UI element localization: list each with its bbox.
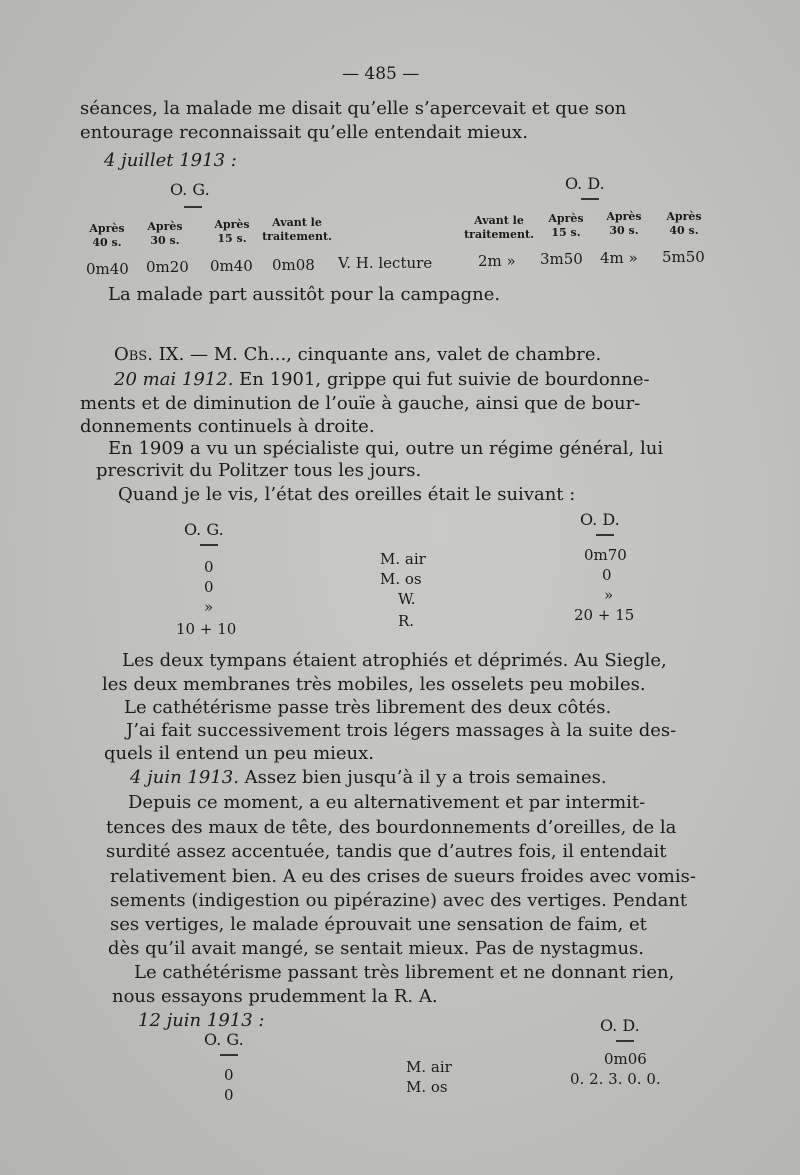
column-header: Après 40 s. <box>666 210 702 237</box>
header-dash <box>616 1040 634 1042</box>
value-cell: 0 <box>204 578 214 596</box>
row-label: M. os <box>380 570 422 588</box>
value-cell: 0 <box>224 1066 234 1084</box>
od-header: O. D. <box>600 1016 640 1035</box>
value-cell: 0m06 <box>604 1050 647 1068</box>
value-cell: 3m50 <box>540 250 583 268</box>
column-header: Après 15 s. <box>214 218 250 245</box>
value-cell: 5m50 <box>662 248 705 266</box>
od-header: O. D. <box>565 174 605 193</box>
row-label: M. air <box>406 1058 452 1076</box>
value-cell: 2m » <box>478 252 516 270</box>
og-header: O. G. <box>170 180 210 199</box>
value-cell: 20 + 15 <box>574 606 635 624</box>
observation-heading: Obs. IX. — M. Ch..., cinquante ans, valet de chambre. <box>114 344 602 365</box>
text-line: donnements continuels à droite. <box>80 416 375 437</box>
date-heading: 4 juillet 1913 : <box>104 150 237 171</box>
row-label: M. os <box>406 1078 448 1096</box>
column-header: Avant le traitement. <box>464 214 534 241</box>
value-cell: 0. 2. 3. 0. 0. <box>570 1070 661 1088</box>
od-header: O. D. <box>580 510 620 529</box>
value-cell: 0m40 <box>210 257 253 275</box>
row-label: M. air <box>380 550 426 568</box>
page-number: — 485 — <box>342 64 420 84</box>
text-line: Le cathétérisme passe très librement des deux côtés. <box>124 697 612 718</box>
value-cell: 10 + 10 <box>176 620 237 638</box>
text-line: sements (indigestion ou pipérazine) avec des vertiges. Pendant <box>110 890 688 911</box>
column-header: Après 30 s. <box>606 210 642 237</box>
text-line: les deux membranes très mobiles, les osselets peu mobiles. <box>102 674 646 695</box>
og-header: O. G. <box>184 520 224 539</box>
header-dash <box>220 1054 238 1056</box>
value-cell: 4m » <box>600 249 638 267</box>
value-cell: 0m40 <box>86 260 129 278</box>
value-cell: 0m70 <box>584 546 627 564</box>
text-line: Quand je le vis, l’état des oreilles était le suivant : <box>118 484 576 505</box>
text-line: 20 mai 1912. En 1901, grippe qui fut suivie de bourdonne- <box>114 369 650 390</box>
text-line: entourage reconnaissait qu’elle entendait mieux. <box>80 122 528 143</box>
header-dash <box>596 534 614 536</box>
text-line: 4 juin 1913. Assez bien jusqu’à il y a trois semaines. <box>130 767 607 788</box>
value-cell: 0m08 <box>272 256 315 274</box>
value-cell: » <box>204 598 214 616</box>
value-cell: 0m20 <box>146 258 189 276</box>
column-header: Avant le traitement. <box>262 216 332 243</box>
text-line: En 1909 a vu un spécialiste qui, outre un régime général, lui <box>108 438 664 459</box>
text-line: J’ai fait successivement trois légers massages à la suite des- <box>126 720 677 741</box>
header-dash <box>184 206 202 208</box>
header-dash <box>581 198 599 200</box>
value-cell: 0 <box>602 566 612 584</box>
text-line: tences des maux de tête, des bourdonnements d’oreilles, de la <box>106 817 677 838</box>
text-line: ses vertiges, le malade éprouvait une sensation de faim, et <box>110 914 647 935</box>
header-dash <box>200 544 218 546</box>
text-line: Le cathétérisme passant très librement et ne donnant rien, <box>134 962 675 983</box>
text-line: surdité assez accentuée, tandis que d’autres fois, il entendait <box>106 841 667 862</box>
og-header: O. G. <box>204 1030 244 1049</box>
value-cell: 0 <box>204 558 214 576</box>
text-line: nous essayons prudemment la R. A. <box>112 986 438 1007</box>
value-cell: 0 <box>224 1086 234 1104</box>
text-line: dès qu’il avait mangé, se sentait mieux. Pas de nystagmus. <box>108 938 644 959</box>
column-header: Après 30 s. <box>147 220 183 247</box>
row-label: W. <box>398 590 416 608</box>
date-heading: 12 juin 1913 : <box>138 1010 265 1031</box>
text-line: séances, la malade me disait qu’elle s’apercevait et que son <box>80 98 627 119</box>
text-line: Depuis ce moment, a eu alternativement et par intermit- <box>128 792 646 813</box>
text-line: Les deux tympans étaient atrophiés et déprimés. Au Siegle, <box>122 650 667 671</box>
text-line: ments et de diminution de l’ouïe à gauche, ainsi que de bour- <box>80 393 641 414</box>
text-line: La malade part aussitôt pour la campagne. <box>108 284 501 305</box>
text-line: quels il entend un peu mieux. <box>104 743 375 764</box>
column-header: Après 15 s. <box>548 212 584 239</box>
value-cell: » <box>604 586 614 604</box>
row-label: R. <box>398 612 415 630</box>
row-label: V. H. lecture <box>338 254 433 272</box>
column-header: Après 40 s. <box>89 222 125 249</box>
text-line: prescrivit du Politzer tous les jours. <box>96 460 422 481</box>
text-line: relativement bien. A eu des crises de sueurs froides avec vomis- <box>110 866 696 887</box>
